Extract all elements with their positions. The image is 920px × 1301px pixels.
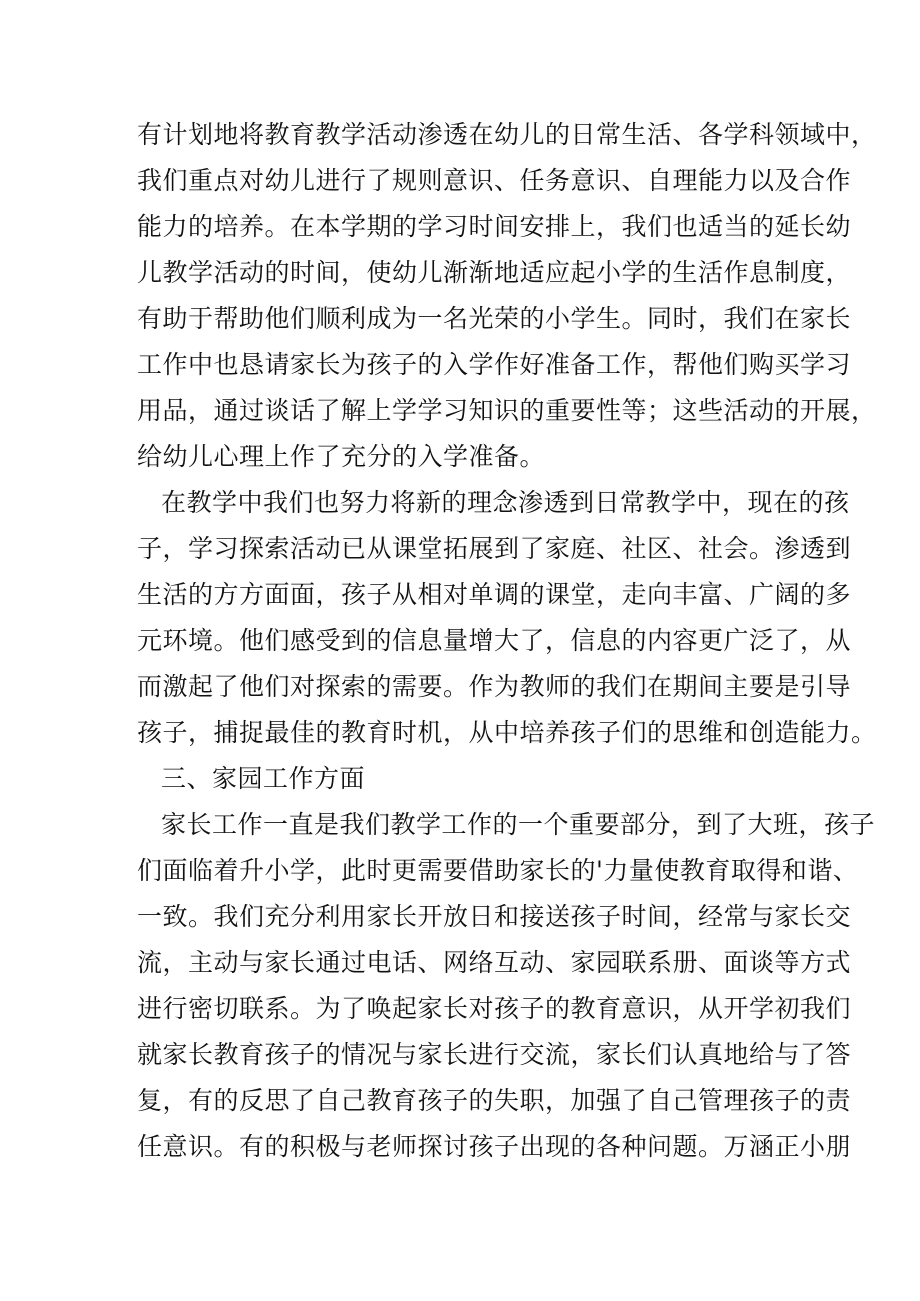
text-line: 有助于帮助他们顺利成为一名光荣的小学生。同时，我们在家长 bbox=[137, 304, 852, 333]
text-line: 元环境。他们感受到的信息量增大了，信息的内容更广泛了，从 bbox=[137, 626, 852, 655]
text-line: 进行密切联系。为了唤起家长对孩子的教育意识，从开学初我们 bbox=[137, 994, 852, 1023]
text-line: 孩子，捕捉最佳的教育时机，从中培养孩子们的思维和创造能力。 bbox=[137, 718, 877, 747]
paragraph-start-line: 家长工作一直是我们教学工作的一个重要部分，到了大班，孩子 bbox=[161, 810, 876, 839]
text-line: 儿教学活动的时间，使幼儿渐渐地适应起小学的生活作息制度， bbox=[137, 258, 852, 287]
paragraph-start-line: 在教学中我们也努力将新的理念渗透到日常教学中，现在的孩 bbox=[161, 488, 850, 517]
text-line: 子，学习探索活动已从课堂拓展到了家庭、社区、社会。渗透到 bbox=[137, 534, 852, 563]
text-line: 工作中也恳请家长为孩子的入学作好准备工作，帮他们购买学习 bbox=[137, 350, 852, 379]
text-line: 流，主动与家长通过电话、网络互动、家园联系册、面谈等方式 bbox=[137, 948, 852, 977]
text-line: 能力的培养。在本学期的学习时间安排上，我们也适当的延长幼 bbox=[137, 212, 852, 241]
text-line: 们面临着升小学，此时更需要借助家长的'力量使教育取得和谐、 bbox=[137, 856, 859, 885]
text-line: 而激起了他们对探索的需要。作为教师的我们在期间主要是引导 bbox=[137, 672, 852, 701]
body-text bbox=[137, 112, 877, 1170]
section-heading: 三、家园工作方面 bbox=[161, 764, 366, 793]
text-line: 生活的方方面面，孩子从相对单调的课堂，走向丰富、广阔的多 bbox=[137, 580, 852, 609]
text-line: 一致。我们充分利用家长开放日和接送孩子时间，经常与家长交 bbox=[137, 902, 852, 931]
text-line: 我们重点对幼儿进行了规则意识、任务意识、自理能力以及合作 bbox=[137, 166, 852, 195]
text-line: 就家长教育孩子的情况与家长进行交流，家长们认真地给与了答 bbox=[137, 1040, 852, 1069]
text-line: 复，有的反思了自己教育孩子的失职，加强了自己管理孩子的责 bbox=[137, 1086, 852, 1115]
text-line: 给幼儿心理上作了充分的入学准备。 bbox=[137, 442, 546, 471]
text-line: 任意识。有的积极与老师探讨孩子出现的各种问题。万涵正小朋 bbox=[137, 1132, 852, 1161]
text-line: 有计划地将教育教学活动渗透在幼儿的日常生活、各学科领域中， bbox=[137, 120, 877, 149]
text-line: 用品，通过谈话了解上学学习知识的重要性等；这些活动的开展， bbox=[137, 396, 877, 425]
